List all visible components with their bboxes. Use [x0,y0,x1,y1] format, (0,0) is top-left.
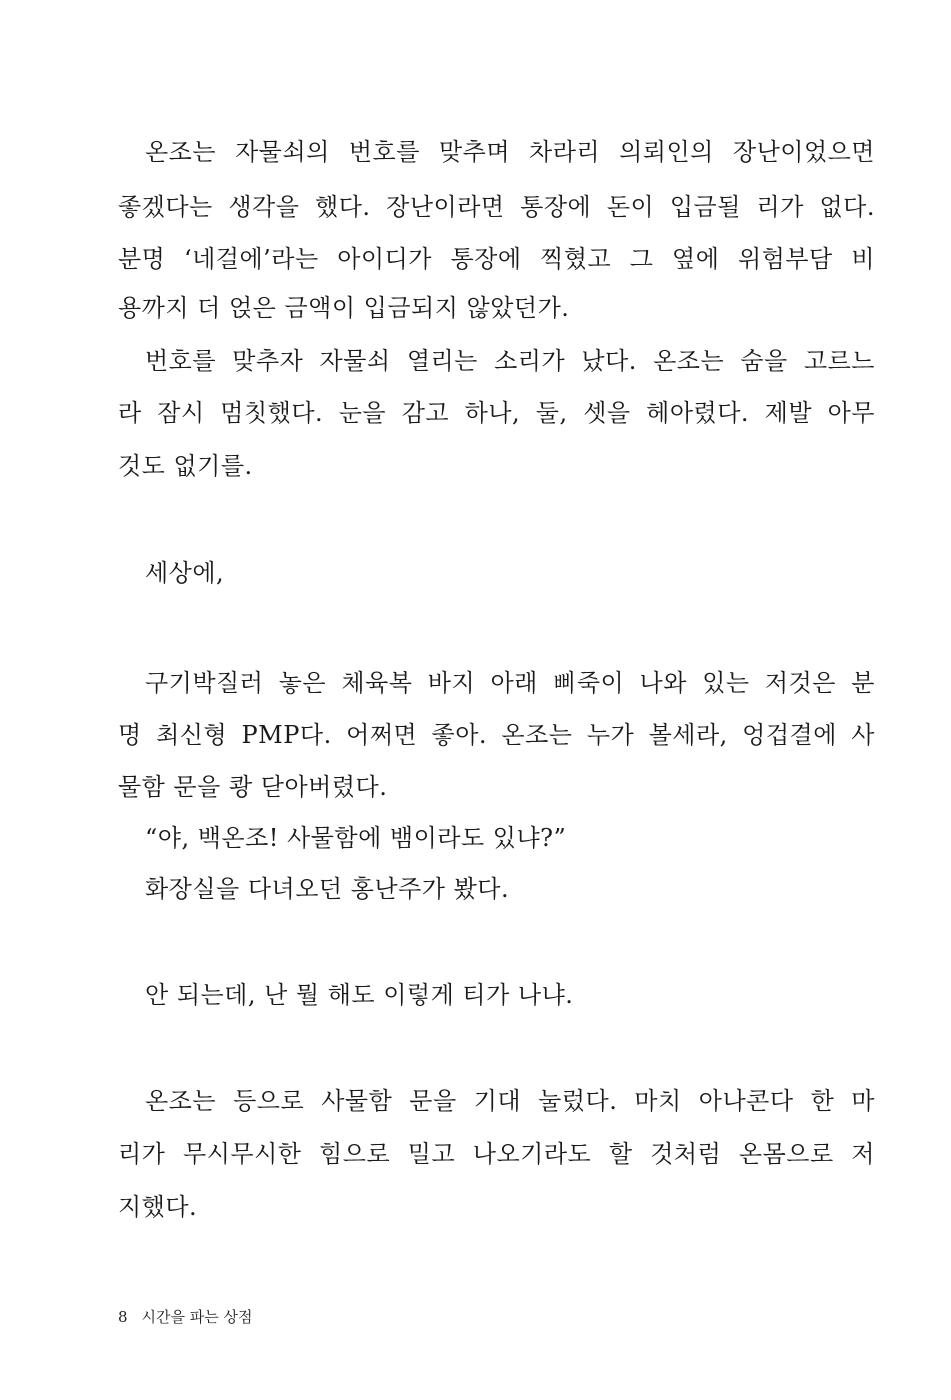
text-line: 좋겠다는 생각을 했다. 장난이라면 통장에 돈이 입금될 리가 없다. [118,193,875,221]
text-line: “야, 백온조! 사물함에 뱀이라도 있냐?” [145,824,567,852]
text-line: 화장실을 다녀오던 홍난주가 봤다. [145,875,510,903]
text-line: 지했다. [118,1193,198,1221]
text-line: 물함 문을 쾅 닫아버렸다. [118,773,388,801]
text-line: 구기박질러 놓은 체육복 바지 아래 삐죽이 나와 있는 저것은 분 [145,669,875,697]
text-line: 명 최신형 PMP다. 어쩌면 좋아. 온조는 누가 볼세라, 엉겁결에 사 [118,721,875,749]
page-footer [118,1306,267,1327]
text-line: 안 되는데, 난 뭘 해도 이렇게 티가 나냐. [145,981,574,1009]
text-line: 라 잠시 멈칫했다. 눈을 감고 하나, 둘, 셋을 헤아렸다. 제발 아무 [118,399,875,427]
text-line: 용까지 더 얹은 금액이 입금되지 않았던가. [118,294,570,322]
text-line: 번호를 맞추자 자물쇠 열리는 소리가 났다. 온조는 숨을 고르느 [145,347,875,375]
text-line: 것도 없기를. [118,452,253,480]
text-line: 온조는 자물쇠의 번호를 맞추며 차라리 의뢰인의 장난이었으면 [145,138,875,166]
text-line: 온조는 등으로 사물함 문을 기대 눌렀다. 마치 아나콘다 한 마 [145,1087,875,1115]
text-line: 세상에, [145,559,225,587]
running-title: 시간을 파는 상점 [141,1308,253,1326]
page-number: 8 [118,1308,128,1326]
text-line: 분명 ‘네걸에’라는 아이디가 통장에 찍혔고 그 옆에 위험부담 비 [118,245,875,273]
text-line: 리가 무시무시한 힘으로 밀고 나오기라도 할 것처럼 온몸으로 저 [118,1140,875,1168]
